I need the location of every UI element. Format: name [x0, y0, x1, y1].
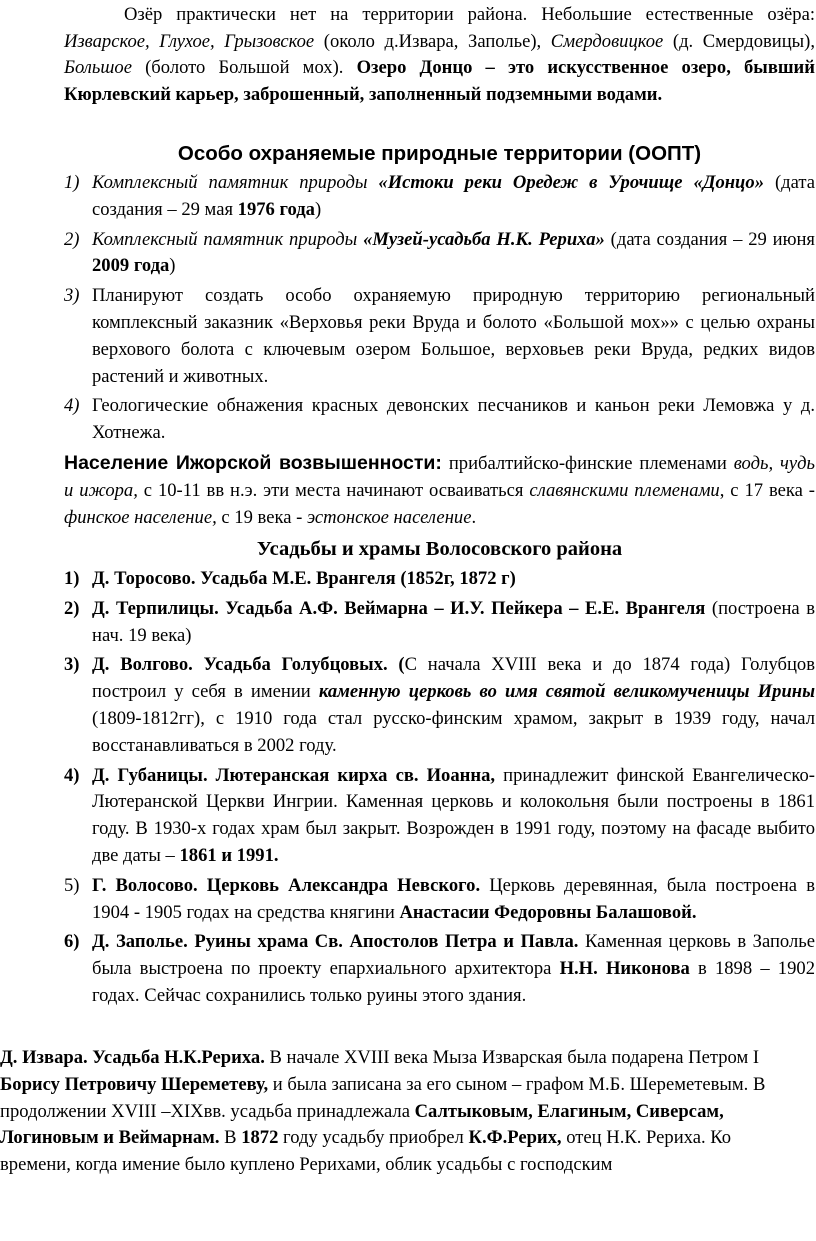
estate-item-6 [64, 929, 815, 1009]
estate-item-4 [64, 763, 815, 870]
list-number: 4) [64, 395, 80, 417]
list-number: 1) [64, 172, 80, 193]
oopt-item-2 [64, 227, 815, 281]
estate-item-2 [64, 596, 815, 650]
estate-text: Церковь деревянная, была построена в 1904 - 1905 годах на средства княгини [92, 874, 815, 923]
oopt-item-close: ) [314, 198, 322, 220]
izvara-roerich: К.Ф.Рерих, [468, 1127, 562, 1149]
izvara-year: 1872 [241, 1127, 279, 1149]
population-finnish: финское население, [64, 507, 217, 528]
oopt-item-4 [64, 393, 815, 447]
estate-title: Д. Волгово. Усадьба Голубцовых. ( [92, 654, 405, 676]
intro-text-5: (д. Смердовицы), [663, 30, 816, 52]
intro-text-7: (болото Большой мох). [131, 57, 357, 79]
estate-church-name: каменную церковь во имя святой великомученицы Ирины [318, 681, 816, 703]
izvara-text-5: отец Н.К. Рериха. Ко времени, когда имение было куплено Рерихами, облик усадьбы с господским [0, 1127, 732, 1176]
population-text-9: . [471, 507, 477, 528]
lake-dontso-note: Озеро Донцо – это искусственное озеро, бывший Кюрлевский карьер, заброшенный, заполненный подземными водами. [64, 57, 815, 105]
list-number: 2) [64, 597, 80, 619]
estate-text: С начала XVIII века и до 1874 года) Голубцов построил у себя в имении [92, 654, 815, 703]
oopt-list [64, 170, 815, 447]
izvara-title: Д. Извара. Усадьба Н.К.Рериха. [0, 1047, 265, 1068]
oopt-item-title: «Музей-усадьба Н.К. Рериха» [363, 228, 605, 250]
lake-bolshoe: Большое [64, 57, 132, 79]
estate-benefactor: Анастасии Федоровны Балашовой. [399, 901, 697, 923]
estate-title: Д. Заполье. Руины храма Св. Апостолов Петра и Павла. [92, 931, 579, 953]
lake-names: Изварское, Глухое, Грызовское [64, 30, 315, 52]
oopt-heading: Особо охраняемые природные территории (ООПТ) [177, 142, 702, 165]
estate-text: (построена в нач. 19 века) [92, 597, 815, 646]
estate-architect: Н.Н. Никонова [559, 958, 690, 980]
intro-text-3: (около д.Извара, Заполье), [314, 30, 551, 52]
izvara-text-2: и была записана за его сыном – графом М.Б. Шереметевым. В продолжении XVIII –XIXвв. усадьба принадлежала [0, 1073, 766, 1122]
estates-section [64, 536, 815, 1010]
intro-paragraph [64, 2, 815, 108]
estate-item-1 [64, 566, 815, 593]
izvara-sheremetev: Борису Петровичу Шереметеву, [0, 1073, 269, 1095]
estate-title: Д. Терпилицы. Усадьба А.Ф. Веймарна – И.У. Пейкера – Е.Е. Врангеля [92, 597, 706, 619]
oopt-item-year: 2009 года [92, 255, 170, 277]
oopt-item-date-text: (дата создания – 29 мая [92, 172, 815, 220]
list-number: 5) [64, 874, 80, 896]
population-slavic: славянскими племенами [529, 480, 720, 501]
oopt-item-1 [64, 170, 815, 224]
estate-dates: 1861 и 1991. [179, 844, 279, 866]
population-text-1: прибалтийско-финские племенами [441, 453, 734, 474]
oopt-item-text: Планируют создать особо охраняемую природную территорию региональный комплексный заказник «Верховья реки Вруда и болото «Большой мох»» с целью охраны верхового болота с ключевым озером Большое, верховьев реки Вруда, редких видов растений и животных. [92, 285, 815, 387]
estate-text: принадлежит финской Евангелическо-Лютеранской Церкви Ингрии. Каменная церковь и колокольня были построены в 1861 году. В 1930-х годах храм был закрыт. Возрожден в 1991 году, поэтому на фасаде выбито две даты – [92, 764, 815, 866]
list-number: 2) [64, 228, 80, 250]
oopt-item-date-text: (дата создания – 29 июня [604, 228, 815, 250]
estate-title: Г. Волосово. Церковь Александра Невского. [92, 874, 481, 896]
izvara-paragraph [0, 1045, 800, 1179]
oopt-item-year: 1976 года [237, 198, 315, 220]
lake-smerdovitskoe: Смердовицкое [550, 30, 664, 52]
oopt-item-3 [64, 283, 815, 390]
list-number: 3) [64, 285, 80, 307]
population-paragraph [64, 450, 815, 531]
oopt-item-close: ) [169, 255, 176, 277]
oopt-item-type: Комплексный памятник природы [92, 228, 364, 250]
population-heading: Население Ижорской возвышенности: [64, 452, 442, 474]
oopt-item-type: Комплексный памятник природы [92, 172, 379, 193]
list-number: 1) [64, 568, 80, 589]
population-text-7: с 19 века - [216, 507, 307, 528]
izvara-owners: Салтыковым, Елагиным, Сиверсам, Логиновым и Веймарнам. [0, 1100, 724, 1149]
izvara-text-3: В [219, 1127, 242, 1149]
population-estonian: эстонское население [306, 507, 472, 528]
list-number: 6) [64, 931, 80, 953]
list-number: 3) [64, 654, 80, 676]
estates-heading: Усадьбы и храмы Волосовского района [256, 538, 623, 560]
estate-text: Каменная церковь в Заполье была выстроена по проекту епархиального архитектора [92, 931, 815, 980]
estate-title: Д. Торосово. Усадьба М.Е. Врангеля (1852г, 1872 г) [92, 568, 516, 589]
estates-list [64, 566, 815, 1010]
list-number: 4) [64, 764, 80, 786]
estate-item-3 [64, 652, 815, 759]
intro-text-1: Озёр практически нет на территории района. Небольшие естественные озёра: [124, 4, 815, 25]
izvara-text-1: В начале XVIII века Мыза Изварская была подарена Петром I [264, 1047, 760, 1068]
population-text-3: с 10-11 вв н.э. эти места начинают осваиваться [137, 480, 530, 501]
izvara-text-4: году усадьбу приобрел [278, 1127, 469, 1149]
estate-title: Д. Губаницы. Лютеранская кирха св. Иоанна, [92, 764, 496, 786]
estate-text-2: в 1898 – 1902 годах. Сейчас сохранились только руины этого здания. [92, 958, 815, 1006]
population-peoples: водь, чудь и ижора, [64, 453, 815, 501]
estate-item-5 [64, 873, 815, 927]
estate-text-2: (1809-1812гг), с 1910 года стал русско-финским храмом, закрыт в 1939 году, начал восстанавливаться в 2002 году. [92, 707, 815, 756]
oopt-item-title: «Истоки реки Оредеж в Урочище «Донцо» [378, 172, 764, 193]
oopt-item-text: Геологические обнажения красных девонских песчаников и каньон реки Лемовжа у д. Хотнежа. [92, 395, 815, 444]
population-text-5: , с 17 века - [719, 480, 815, 501]
oopt-section [64, 141, 815, 447]
